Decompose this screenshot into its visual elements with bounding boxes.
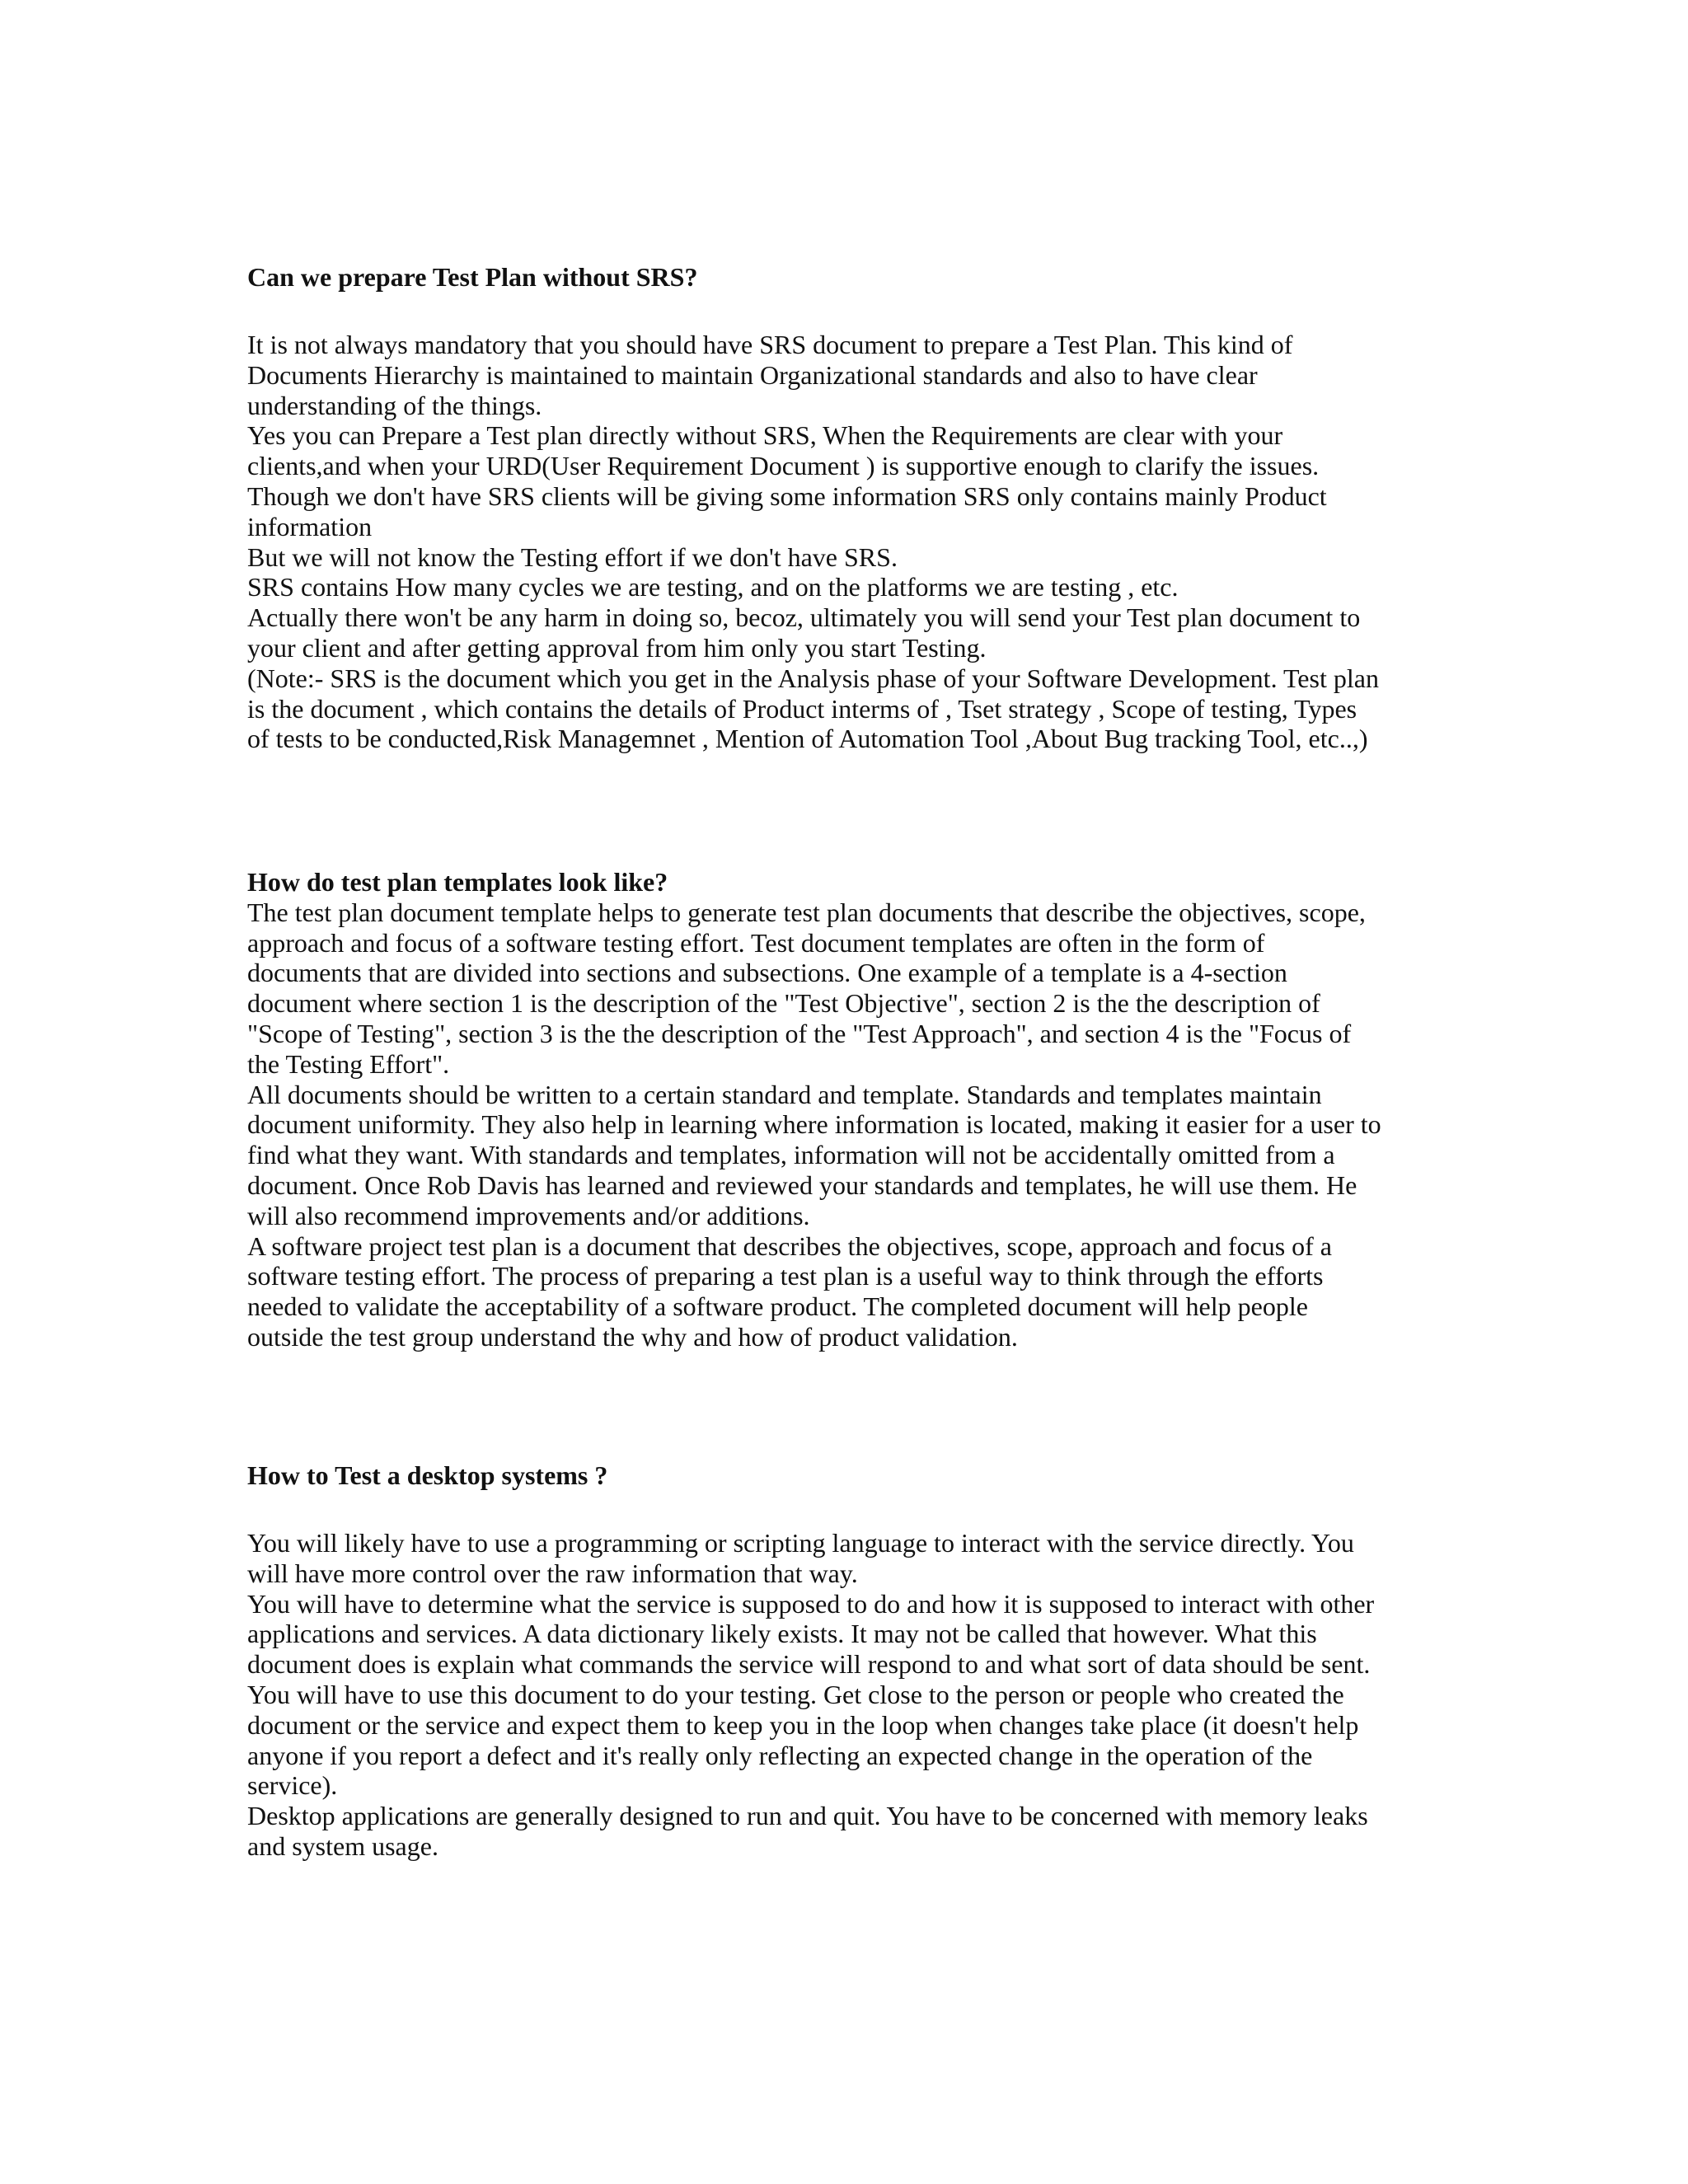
body-text-line: find what they want. With standards and templates, information will not be accidentally omitted from a <box>247 1140 1335 1170</box>
body-text-line: understanding of the things. <box>247 390 542 420</box>
body-text-line: clients,and when your URD(User Requirement Document ) is supportive enough to clarify the issues. <box>247 451 1320 481</box>
body-text-line: Though we don't have SRS clients will be giving some information SRS only contains mainly Product <box>247 480 1327 511</box>
body-text-line: service). <box>247 1770 338 1801</box>
body-text-line: You will likely have to use a programming or scripting language to interact with the service directly. You <box>247 1528 1354 1558</box>
body-text-line: the Testing Effort". <box>247 1048 450 1079</box>
body-text-line: SRS contains How many cycles we are testing, and on the platforms we are testing , etc. <box>247 572 1179 602</box>
body-text-line: A software project test plan is a document that describes the objectives, scope, approach and focus of a <box>247 1230 1332 1261</box>
body-text-line: outside the test group understand the why and how of product validation. <box>247 1321 1018 1352</box>
body-text-line: documents that are divided into sections and subsections. One example of a template is a 4-section <box>247 958 1287 988</box>
section-test-desktop-systems <box>247 1460 1375 1861</box>
body-text-line: and system usage. <box>247 1830 438 1861</box>
body-text-line: Documents Hierarchy is maintained to maintain Organizational standards and also to have clear <box>247 359 1258 390</box>
body-text-line: information <box>247 511 373 541</box>
body-text-line: The test plan document template helps to generate test plan documents that describe the objectives, scope, <box>247 897 1366 927</box>
section-test-plan-templates <box>247 867 1381 1352</box>
body-text-line: document does is explain what commands the service will respond to and what sort of data should be sent. <box>247 1649 1371 1680</box>
section-heading: Can we prepare Test Plan without SRS? <box>247 262 698 292</box>
body-text-line: Actually there won't be any harm in doing so, becoz, ultimately you will send your Test plan document to <box>247 602 1361 633</box>
section-heading: How do test plan templates look like? <box>247 867 668 897</box>
body-text-line: But we will not know the Testing effort if we don't have SRS. <box>247 541 898 572</box>
body-text-line: All documents should be written to a certain standard and template. Standards and templates maintain <box>247 1079 1322 1109</box>
body-text-line: Yes you can Prepare a Test plan directly without SRS, When the Requirements are clear with your <box>247 420 1283 451</box>
section-body <box>247 898 1381 1352</box>
body-text-line: needed to validate the acceptability of a software product. The completed document will help people <box>247 1291 1308 1322</box>
body-text-line: anyone if you report a defect and it's really only reflecting an expected change in the operation of the <box>247 1740 1313 1770</box>
section-heading: How to Test a desktop systems ? <box>247 1460 608 1490</box>
section-body <box>247 1528 1374 1862</box>
body-text-line: software testing effort. The process of preparing a test plan is a useful way to think through the efforts <box>247 1261 1324 1291</box>
body-text-line: You will have to determine what the service is supposed to do and how it is supposed to interact with other <box>247 1588 1375 1619</box>
body-text-line: Desktop applications are generally designed to run and quit. You have to be concerned with memory leaks <box>247 1801 1368 1831</box>
body-text-line: document or the service and expect them to keep you in the loop when changes take place (it doesn't help <box>247 1709 1359 1740</box>
body-text-line: approach and focus of a software testing effort. Test document templates are often in the form of <box>247 927 1265 958</box>
body-text-line: will also recommend improvements and/or additions. <box>247 1200 810 1230</box>
body-text-line: (Note:- SRS is the document which you get in the Analysis phase of your Software Development. Test plan <box>247 663 1379 693</box>
body-text-line: document. Once Rob Davis has learned and reviewed your standards and templates, he will use them. He <box>247 1169 1357 1200</box>
section-body <box>247 330 1379 754</box>
body-text-line: of tests to be conducted,Risk Managemnet , Mention of Automation Tool ,About Bug tracking Tool, etc..,) <box>247 724 1368 754</box>
body-text-line: document uniformity. They also help in learning where information is located, making it easier for a user to <box>247 1109 1381 1140</box>
section-test-plan-without-srs <box>247 262 1379 754</box>
body-text-line: It is not always mandatory that you should have SRS document to prepare a Test Plan. This kind of <box>247 330 1293 359</box>
body-text-line: is the document , which contains the details of Product interms of , Tset strategy , Scope of testing, Types <box>247 693 1357 724</box>
body-text-line: document where section 1 is the description of the "Test Objective", section 2 is the the description of <box>247 988 1320 1019</box>
body-text-line: your client and after getting approval from him only you start Testing. <box>247 632 987 663</box>
body-text-line: "Scope of Testing", section 3 is the the description of the "Test Approach", and section 4 is the "Focus of <box>247 1018 1352 1048</box>
body-text-line: applications and services. A data dictionary likely exists. It may not be called that however. What this <box>247 1619 1317 1649</box>
body-text-line: You will have to use this document to do your testing. Get close to the person or people who created the <box>247 1679 1344 1709</box>
body-text-line: will have more control over the raw information that way. <box>247 1558 858 1588</box>
